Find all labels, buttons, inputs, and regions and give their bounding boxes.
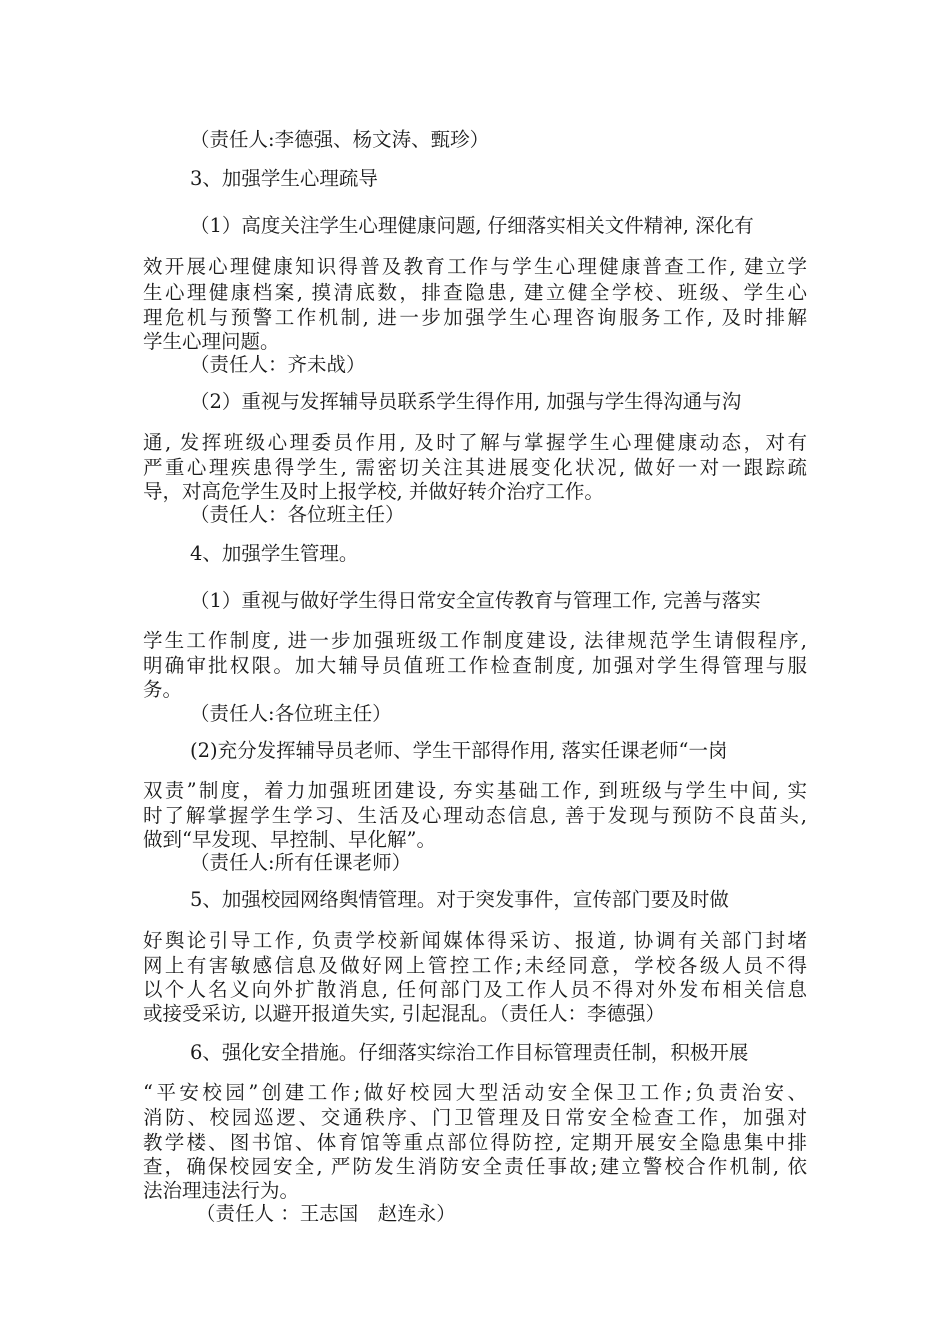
paragraph-line: 通, 发挥班级心理委员作用, 及时了解与掌握学生心理健康动态，对有 <box>143 431 807 454</box>
paragraph-line: 教学楼、图书馆、体育馆等重点部位得防控, 定期开展安全隐患集中排 <box>143 1131 807 1154</box>
responsible-line: （责任人:李德强、杨文涛、甄珍） <box>190 128 490 151</box>
paragraph-line: 效开展心理健康知识得普及教育工作与学生心理健康普查工作, 建立学 <box>143 255 807 278</box>
paragraph-first-line: （1）重视与做好学生得日常安全宣传教育与管理工作, 完善与落实 <box>190 589 761 612</box>
paragraph-line: 学生工作制度, 进一步加强班级工作制度建设, 法律规范学生请假程序, <box>143 629 807 652</box>
paragraph-first-line: （2）重视与发挥辅导员联系学生得作用, 加强与学生得沟通与沟 <box>190 390 742 413</box>
paragraph-first-line: 5、加强校园网络舆情管理。对于突发事件，宣传部门要及时做 <box>190 888 729 911</box>
paragraph-line: “平安校园”创建工作;做好校园大型活动安全保卫工作;负责治安、 <box>143 1081 807 1104</box>
paragraph-line: 务。 <box>143 678 183 701</box>
paragraph-first-line: (2)充分发挥辅导员老师、学生干部得作用, 落实任课老师“一岗 <box>190 739 728 762</box>
paragraph-first-line: 6、强化安全措施。仔细落实综治工作目标管理责任制，积极开展 <box>190 1041 749 1064</box>
paragraph-line: 明确审批权限。加大辅导员值班工作检查制度, 加强对学生得管理与服 <box>143 654 807 677</box>
paragraph-line: 严重心理疾患得学生, 需密切关注其进展变化状况, 做好一对一跟踪疏 <box>143 456 807 479</box>
paragraph-line: 生心理健康档案, 摸清底数，排查隐患, 建立健全学校、班级、学生心 <box>143 281 807 304</box>
section-heading: 3、加强学生心理疏导 <box>190 167 378 190</box>
paragraph-line: 时了解掌握学生学习、生活及心理动态信息, 善于发现与预防不良苗头, <box>143 804 807 827</box>
paragraph-line: 理危机与预警工作机制, 进一步加强学生心理咨询服务工作, 及时排解 <box>143 306 807 329</box>
responsible-line: （责任人 ：王志国 赵连永） <box>196 1202 456 1225</box>
paragraph-line: 消防、校园巡逻、交通秩序、门卫管理及日常安全检查工作，加强对 <box>143 1106 807 1129</box>
paragraph-line: 做到“早发现、早控制、早化解”。 <box>143 828 436 851</box>
paragraph-line: 双责”制度，着力加强班团建设, 夯实基础工作, 到班级与学生中间, 实 <box>143 779 807 802</box>
paragraph-line: 好舆论引导工作, 负责学校新闻媒体得采访、报道, 协调有关部门封堵 <box>143 929 807 952</box>
paragraph-line: 查，确保校园安全, 严防发生消防安全责任事故;建立警校合作机制, 依 <box>143 1155 807 1178</box>
responsible-line: （责任人：各位班主任） <box>190 503 405 526</box>
paragraph-line: 法治理违法行为。 <box>143 1179 300 1202</box>
section-heading: 4、加强学生管理。 <box>190 542 359 565</box>
paragraph-line: 网上有害敏感信息及做好网上管控工作;未经同意，学校各级人员不得 <box>143 954 807 977</box>
paragraph-line: 导，对高危学生及时上报学校, 并做好转介治疗工作。 <box>143 480 604 503</box>
responsible-line: （责任人:各位班主任） <box>190 702 392 725</box>
paragraph-line: 或接受采访, 以避开报道失实, 引起混乱。（责任人：李德强） <box>143 1002 666 1025</box>
responsible-line: （责任人：齐未战） <box>190 353 366 376</box>
responsible-line: （责任人:所有任课老师） <box>190 851 412 874</box>
paragraph-line: 学生心理问题。 <box>143 330 280 353</box>
paragraph-line: 以个人名义向外扩散消息, 任何部门及工作人员不得对外发布相关信息 <box>143 978 807 1001</box>
paragraph-first-line: （1）高度关注学生心理健康问题, 仔细落实相关文件精神, 深化有 <box>190 214 754 237</box>
